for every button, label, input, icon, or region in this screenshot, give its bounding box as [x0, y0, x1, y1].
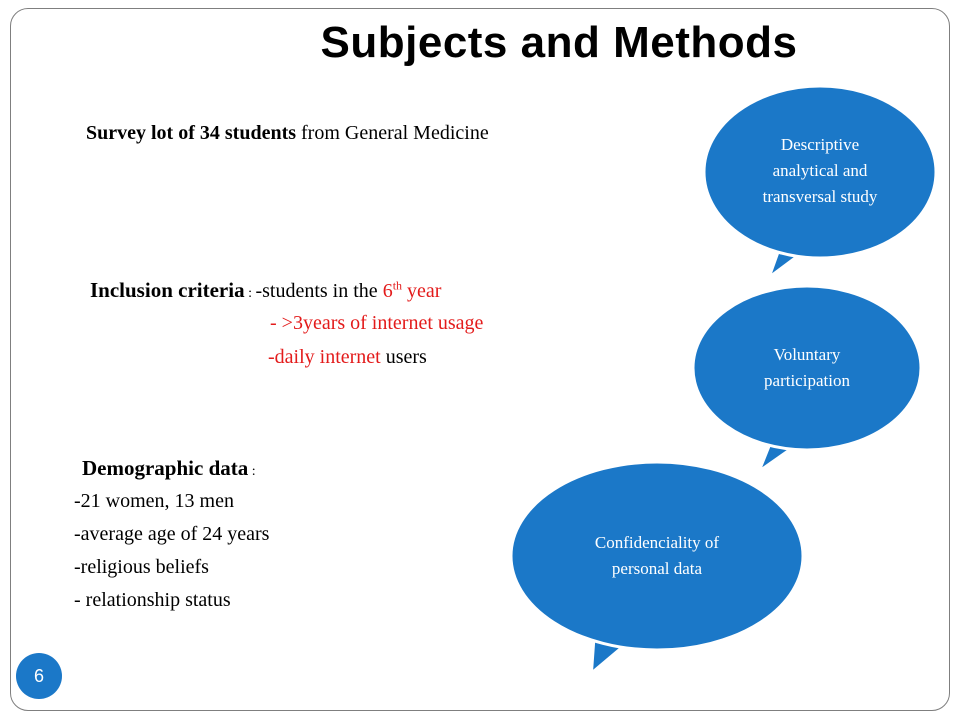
inclusion-item-1-red2: year — [402, 280, 442, 302]
page-number-badge: 6 — [16, 653, 62, 699]
bubble-text-voluntary — [707, 342, 907, 394]
survey-bold: Survey lot of 34 students — [86, 122, 297, 144]
bubble-text-confidentiality — [537, 530, 777, 582]
demographic-item: -average age of 24 years — [74, 523, 270, 545]
bubble-line: Confidenciality of — [594, 533, 720, 552]
inclusion-item-1-sup: th — [392, 278, 403, 293]
inclusion-separator: : — [244, 286, 256, 301]
bubble-line: Descriptive — [780, 135, 860, 154]
survey-rest: from General Medicine — [296, 122, 489, 144]
inclusion-item-3-rest: users — [380, 346, 427, 368]
demographic-separator: : — [248, 464, 256, 479]
bubble-line: Voluntary — [773, 345, 841, 364]
inclusion-item-1a: -students in the — [255, 280, 383, 302]
demographic-item: -21 women, 13 men — [74, 490, 234, 512]
demographic-item: - relationship status — [74, 589, 231, 611]
demographic-label: Demographic data — [82, 456, 249, 480]
bubble-line: transversal study — [762, 187, 878, 206]
inclusion-line-2: - >3years of internet usage — [270, 312, 484, 334]
demographic-item: -religious beliefs — [74, 556, 209, 578]
bubble-text-study-type — [722, 132, 918, 210]
bubble-line: participation — [764, 371, 850, 390]
bubble-line: personal data — [611, 559, 703, 578]
inclusion-label: Inclusion criteria — [90, 278, 245, 302]
bubble-line: analytical and — [772, 161, 868, 180]
inclusion-item-1-red: 6 — [382, 280, 393, 302]
slide-title: Subjects and Methods — [320, 18, 798, 67]
inclusion-item-3-red: -daily internet — [268, 346, 381, 368]
